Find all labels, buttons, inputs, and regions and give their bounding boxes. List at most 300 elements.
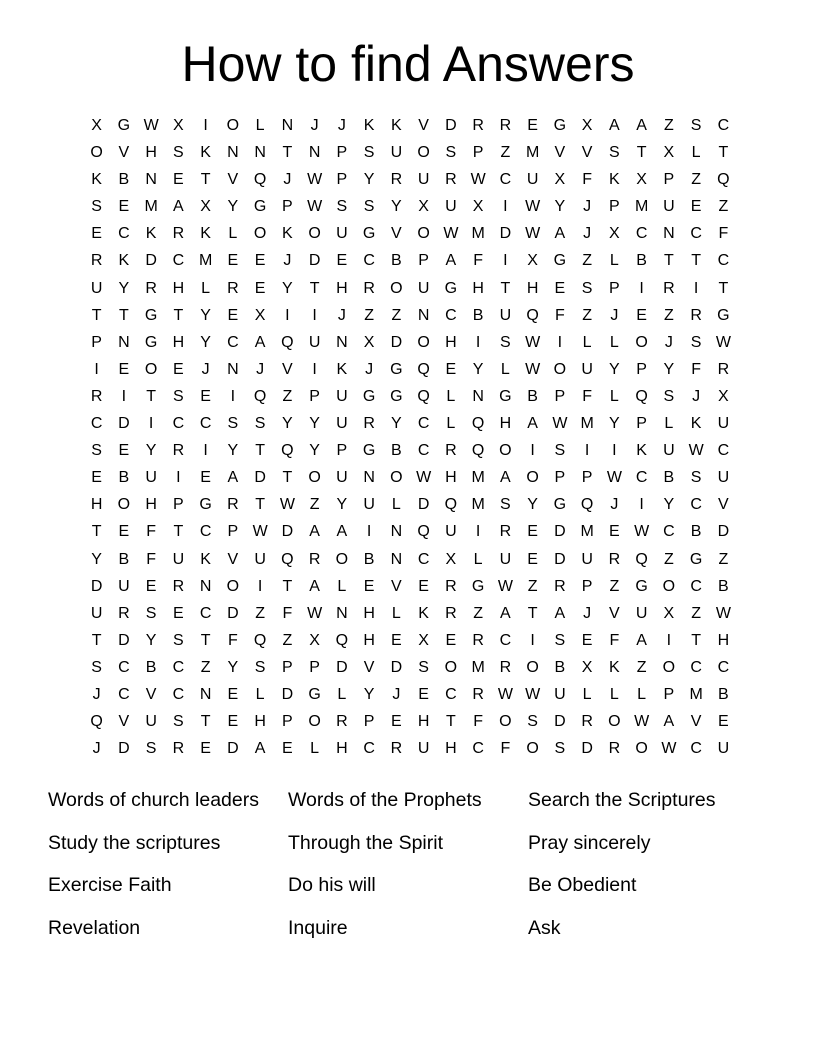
grid-letter: F: [146, 550, 157, 568]
grid-letter: D: [336, 658, 348, 676]
grid-letter: U: [90, 279, 103, 297]
grid-letter: S: [254, 658, 266, 676]
grid-letter: K: [336, 360, 348, 378]
grid-letter: U: [390, 144, 403, 162]
grid-letter: U: [336, 225, 348, 243]
grid-letter: C: [635, 225, 648, 243]
grid-letter: E: [581, 631, 593, 649]
grid-letter: X: [581, 658, 593, 676]
grid-letter: W: [715, 333, 731, 351]
grid-letter: R: [90, 252, 103, 270]
grid-letter: J: [283, 171, 292, 189]
grid-letter: J: [365, 360, 374, 378]
grid-letter: G: [717, 306, 730, 324]
grid-letter: M: [689, 685, 703, 703]
grid-letter: O: [308, 225, 321, 243]
grid-letter: K: [391, 117, 402, 134]
grid-letter: C: [172, 252, 185, 270]
grid-letter: X: [309, 631, 320, 649]
grid-letter: I: [530, 631, 535, 649]
grid-letter: S: [91, 442, 102, 460]
grid-letter: A: [663, 713, 675, 731]
grid-letter: S: [145, 740, 157, 758]
grid-letter: M: [580, 415, 594, 433]
grid-letter: T: [173, 523, 184, 541]
grid-letter: N: [254, 144, 266, 162]
grid-letter: Y: [336, 496, 348, 514]
grid-letter: H: [499, 415, 512, 433]
grid-letter: B: [472, 306, 484, 324]
grid-row: [83, 112, 737, 139]
grid-letter: X: [363, 333, 375, 351]
grid-letter: Y: [391, 415, 402, 433]
grid-letter: D: [554, 550, 566, 568]
grid-letter: Q: [580, 496, 594, 514]
grid-letter: V: [718, 496, 729, 514]
grid-letter: U: [717, 469, 730, 487]
grid-letter: E: [200, 387, 211, 405]
grid-letter: R: [690, 306, 702, 324]
grid-letter: C: [417, 550, 430, 568]
grid-letter: N: [390, 523, 403, 541]
grid-letter: C: [199, 523, 212, 541]
grid-letter: O: [117, 496, 131, 514]
grid-letter: D: [554, 523, 566, 541]
grid-letter: T: [718, 144, 729, 162]
grid-letter: T: [663, 252, 674, 270]
grid-letter: J: [610, 306, 619, 324]
grid-letter: G: [471, 577, 485, 595]
grid-letter: A: [527, 415, 538, 433]
grid-letter: W: [497, 577, 513, 595]
grid-letter: P: [636, 360, 647, 378]
grid-letter: V: [554, 144, 566, 162]
grid-letter: I: [639, 279, 644, 297]
grid-letter: P: [609, 198, 620, 216]
grid-letter: F: [282, 604, 293, 622]
grid-letter: D: [717, 523, 730, 541]
grid-letter: G: [117, 117, 131, 134]
grid-letter: S: [609, 144, 620, 162]
grid-letter: X: [527, 252, 538, 270]
grid-letter: D: [390, 333, 403, 351]
grid-letter: Q: [526, 306, 539, 324]
grid-row: [83, 410, 737, 437]
grid-letter: T: [200, 171, 211, 189]
grid-letter: Q: [253, 631, 267, 649]
grid-letter: R: [227, 496, 239, 514]
grid-letter: U: [445, 523, 457, 541]
grid-letter: V: [118, 144, 130, 162]
grid-letter: K: [91, 171, 102, 189]
grid-letter: Q: [444, 496, 458, 514]
grid-letter: N: [227, 144, 239, 162]
word-list-item: Ask: [528, 916, 561, 939]
grid-row: [83, 383, 737, 410]
word-list-item: Pray sincerely: [528, 831, 651, 854]
grid-letter: B: [690, 523, 702, 541]
grid-letter: S: [363, 144, 375, 162]
grid-letter: E: [336, 252, 348, 270]
grid-letter: R: [472, 631, 484, 649]
grid-letter: E: [118, 198, 130, 216]
grid-letter: U: [336, 415, 348, 433]
grid-letter: G: [362, 442, 376, 460]
grid-letter: I: [257, 577, 263, 595]
grid-letter: E: [418, 685, 429, 703]
grid-letter: H: [717, 631, 730, 649]
grid-letter: H: [336, 279, 348, 297]
grid-letter: K: [200, 550, 211, 568]
grid-letter: R: [499, 117, 512, 134]
grid-letter: R: [445, 577, 457, 595]
grid-letter: N: [118, 333, 130, 351]
grid-letter: Y: [145, 631, 157, 649]
grid-letter: Z: [718, 550, 729, 568]
grid-row: [83, 275, 737, 302]
grid-letter: B: [663, 469, 675, 487]
grid-letter: Y: [609, 415, 620, 433]
grid-letter: A: [554, 604, 566, 622]
grid-letter: W: [606, 469, 622, 487]
grid-letter: N: [199, 577, 212, 595]
grid-letter: L: [228, 225, 238, 243]
grid-letter: P: [309, 387, 320, 405]
grid-letter: S: [445, 144, 457, 162]
grid-letter: O: [526, 740, 539, 758]
grid-letter: R: [608, 550, 621, 568]
grid-letter: C: [690, 740, 702, 758]
grid-letter: D: [417, 496, 430, 514]
grid-letter: U: [554, 685, 566, 703]
grid-letter: O: [90, 144, 103, 162]
grid-letter: S: [336, 198, 348, 216]
grid-letter: J: [201, 360, 210, 378]
grid-letter: C: [690, 225, 702, 243]
grid-letter: X: [91, 117, 102, 134]
grid-letter: Y: [118, 279, 130, 297]
grid-letter: Q: [253, 387, 267, 405]
grid-letter: U: [663, 198, 675, 216]
grid-letter: C: [445, 306, 457, 324]
grid-letter: J: [92, 685, 101, 703]
grid-letter: T: [282, 469, 293, 487]
grid-letter: V: [282, 360, 293, 378]
grid-letter: C: [363, 252, 375, 270]
grid-letter: H: [445, 469, 457, 487]
grid-letter: E: [254, 279, 266, 297]
grid-letter: O: [526, 658, 539, 676]
grid-letter: V: [609, 604, 620, 622]
grid-letter: W: [525, 225, 541, 243]
grid-letter: R: [336, 713, 348, 731]
grid-letter: C: [199, 415, 212, 433]
grid-letter: Q: [635, 387, 648, 405]
grid-letter: U: [145, 713, 157, 731]
grid-letter: A: [227, 469, 239, 487]
grid-letter: A: [336, 523, 348, 541]
grid-letter: Z: [718, 198, 729, 216]
grid-letter: O: [608, 713, 621, 731]
grid-letter: T: [282, 577, 293, 595]
grid-letter: D: [118, 740, 130, 758]
grid-letter: L: [582, 333, 592, 351]
grid-letter: D: [90, 577, 103, 595]
grid-letter: G: [553, 117, 567, 134]
grid-letter: C: [499, 631, 512, 649]
grid-letter: T: [691, 631, 702, 649]
grid-letter: X: [554, 171, 566, 189]
grid-row: [83, 437, 737, 464]
grid-letter: M: [580, 523, 594, 541]
grid-letter: S: [363, 198, 375, 216]
grid-letter: X: [581, 117, 593, 134]
grid-letter: A: [554, 225, 566, 243]
grid-letter: D: [554, 713, 566, 731]
grid-letter: E: [200, 469, 211, 487]
grid-letter: C: [172, 685, 185, 703]
grid-letter: M: [525, 144, 540, 162]
grid-letter: O: [635, 740, 648, 758]
grid-letter: S: [554, 631, 566, 649]
grid-letter: B: [636, 252, 647, 270]
grid-letter: I: [148, 415, 154, 433]
grid-letter: T: [200, 713, 211, 731]
grid-letter: C: [690, 658, 702, 676]
grid-letter: H: [445, 740, 457, 758]
grid-letter: I: [230, 387, 236, 405]
grid-letter: C: [172, 658, 185, 676]
grid-letter: N: [199, 685, 212, 703]
grid-letter: F: [473, 713, 484, 731]
grid-letter: Z: [255, 604, 266, 622]
grid-letter: X: [663, 604, 675, 622]
grid-letter: O: [226, 577, 240, 595]
grid-letter: S: [173, 387, 184, 405]
grid-letter: N: [363, 469, 375, 487]
grid-letter: G: [199, 496, 212, 514]
grid-letter: O: [417, 333, 430, 351]
grid-letter: S: [554, 740, 566, 758]
grid-letter: R: [608, 740, 621, 758]
grid-row: [83, 139, 737, 166]
grid-letter: Q: [281, 550, 294, 568]
grid-letter: Y: [309, 415, 320, 433]
grid-letter: S: [663, 387, 675, 405]
grid-letter: Q: [335, 631, 349, 649]
grid-letter: C: [690, 496, 702, 514]
grid-letter: P: [363, 713, 375, 731]
grid-row: [83, 464, 737, 491]
grid-letter: U: [717, 740, 730, 758]
grid-letter: X: [445, 550, 457, 568]
grid-letter: Y: [200, 333, 211, 351]
grid-letter: L: [637, 685, 647, 703]
grid-letter: U: [363, 496, 375, 514]
grid-letter: J: [583, 198, 592, 216]
grid-letter: P: [336, 442, 348, 460]
grid-letter: N: [336, 333, 348, 351]
grid-letter: V: [363, 658, 375, 676]
grid-letter: D: [254, 469, 266, 487]
grid-letter: D: [227, 604, 239, 622]
grid-letter: D: [227, 740, 239, 758]
grid-letter: B: [145, 658, 157, 676]
grid-letter: E: [609, 523, 620, 541]
grid-letter: Y: [227, 198, 239, 216]
grid-letter: U: [118, 577, 130, 595]
grid-letter: U: [254, 550, 266, 568]
grid-letter: W: [307, 604, 323, 622]
grid-row: [83, 247, 737, 274]
grid-row: [83, 302, 737, 329]
grid-letter: I: [584, 442, 590, 460]
letter-grid: [83, 112, 737, 762]
grid-letter: Q: [717, 171, 730, 189]
grid-letter: P: [282, 713, 293, 731]
grid-letter: L: [201, 279, 211, 297]
grid-letter: U: [145, 469, 157, 487]
grid-letter: Q: [417, 387, 430, 405]
grid-letter: O: [417, 144, 430, 162]
grid-letter: R: [554, 577, 566, 595]
grid-letter: N: [281, 117, 294, 134]
grid-letter: B: [118, 550, 130, 568]
word-list-item: Through the Spirit: [288, 831, 444, 854]
grid-row: [83, 518, 737, 545]
word-list-item: Words of the Prophets: [288, 789, 482, 811]
grid-letter: I: [312, 306, 317, 324]
grid-letter: Y: [609, 360, 620, 378]
grid-letter: L: [500, 360, 510, 378]
grid-letter: U: [336, 469, 348, 487]
grid-letter: K: [609, 658, 620, 676]
grid-letter: O: [444, 658, 458, 676]
grid-letter: C: [717, 658, 730, 676]
grid-letter: I: [503, 252, 508, 270]
grid-letter: E: [391, 631, 402, 649]
grid-letter: H: [336, 740, 348, 758]
grid-letter: Q: [90, 713, 103, 731]
grid-letter: U: [581, 550, 593, 568]
grid-letter: T: [282, 144, 293, 162]
grid-letter: U: [526, 171, 539, 189]
grid-letter: O: [144, 360, 158, 378]
grid-letter: Z: [691, 604, 702, 622]
grid-letter: I: [176, 469, 181, 487]
grid-letter: Y: [363, 171, 375, 189]
grid-letter: W: [252, 523, 268, 541]
grid-letter: S: [91, 658, 102, 676]
grid-letter: X: [472, 198, 484, 216]
grid-letter: Y: [200, 306, 211, 324]
grid-letter: C: [417, 415, 430, 433]
grid-letter: W: [688, 442, 704, 460]
grid-letter: T: [636, 144, 647, 162]
grid-letter: H: [172, 333, 185, 351]
grid-letter: C: [499, 171, 512, 189]
grid-letter: I: [203, 117, 208, 134]
grid-letter: X: [663, 144, 675, 162]
grid-letter: O: [253, 225, 267, 243]
grid-letter: E: [391, 713, 402, 731]
grid-letter: R: [172, 577, 185, 595]
grid-letter: V: [581, 144, 593, 162]
grid-letter: R: [581, 713, 593, 731]
grid-letter: H: [172, 279, 185, 297]
grid-letter: I: [121, 387, 127, 405]
grid-letter: B: [554, 658, 566, 676]
grid-letter: O: [499, 442, 512, 460]
grid-letter: R: [663, 279, 675, 297]
grid-letter: E: [445, 360, 457, 378]
grid-letter: G: [689, 550, 703, 568]
grid-row: [83, 654, 737, 681]
grid-letter: Z: [527, 577, 538, 595]
grid-letter: X: [718, 387, 729, 405]
grid-letter: K: [118, 252, 130, 270]
grid-letter: G: [144, 306, 158, 324]
grid-letter: D: [281, 685, 294, 703]
grid-letter: U: [581, 360, 593, 378]
grid-letter: T: [118, 306, 129, 324]
word-list-item: Study the scriptures: [48, 831, 221, 854]
word-list-item: Exercise Faith: [48, 874, 172, 896]
grid-letter: F: [473, 252, 484, 270]
grid-letter: M: [471, 496, 485, 514]
grid-letter: I: [557, 333, 563, 351]
grid-letter: E: [118, 442, 130, 460]
grid-letter: X: [609, 225, 620, 243]
grid-letter: A: [309, 577, 320, 595]
grid-letter: F: [691, 360, 702, 378]
grid-letter: N: [417, 306, 430, 324]
grid-letter: R: [172, 442, 185, 460]
grid-letter: P: [173, 496, 184, 514]
grid-letter: G: [553, 252, 567, 270]
grid-letter: C: [472, 740, 484, 758]
grid-letter: E: [445, 631, 457, 649]
grid-letter: U: [417, 740, 430, 758]
grid-letter: G: [444, 279, 458, 297]
grid-letter: L: [255, 117, 265, 134]
grid-letter: Y: [663, 496, 675, 514]
grid-letter: T: [200, 631, 211, 649]
grid-row: [83, 681, 737, 708]
grid-letter: D: [581, 740, 593, 758]
grid-letter: V: [227, 550, 239, 568]
grid-letter: Z: [582, 252, 593, 270]
grid-letter: N: [390, 550, 403, 568]
grid-letter: J: [610, 496, 619, 514]
grid-letter: W: [279, 496, 295, 514]
grid-letter: L: [609, 387, 619, 405]
word-list-item: Revelation: [48, 916, 141, 939]
grid-letter: P: [472, 144, 484, 162]
grid-letter: H: [526, 279, 539, 297]
grid-letter: P: [554, 469, 566, 487]
grid-letter: H: [472, 279, 484, 297]
grid-letter: N: [227, 360, 239, 378]
grid-letter: W: [525, 685, 541, 703]
grid-letter: E: [527, 117, 538, 134]
grid-letter: F: [718, 225, 729, 243]
grid-letter: I: [666, 631, 672, 649]
grid-letter: F: [227, 631, 238, 649]
grid-letter: Y: [527, 496, 538, 514]
grid-letter: X: [418, 631, 429, 649]
grid-letter: X: [200, 198, 211, 216]
